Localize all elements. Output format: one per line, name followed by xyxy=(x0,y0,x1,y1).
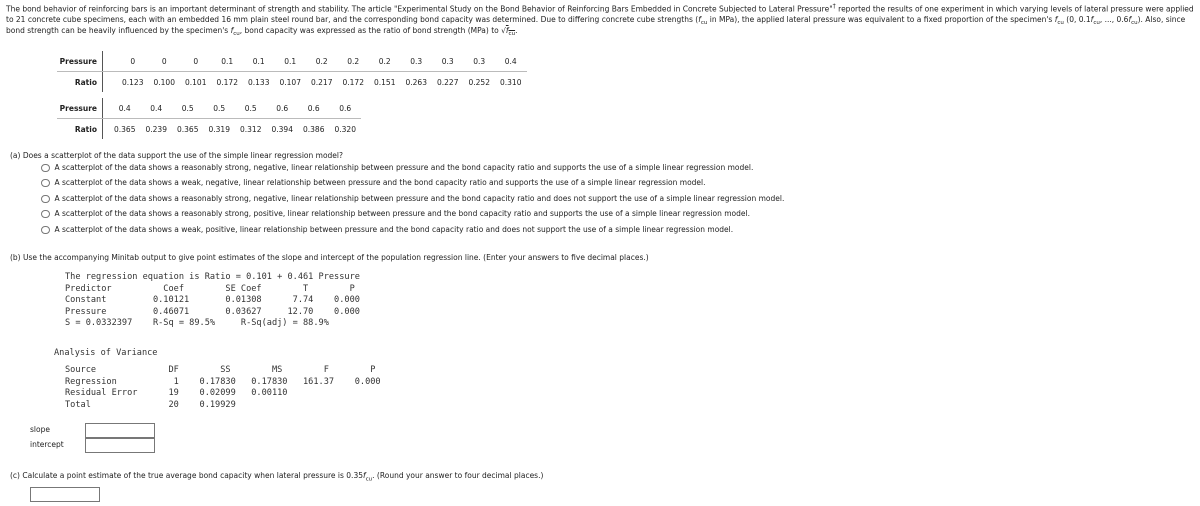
ratio-row xyxy=(57,72,527,93)
table-cell: 0.386 xyxy=(303,124,325,134)
table-cell: 0.365 xyxy=(114,124,136,134)
table-cell: 0.3 xyxy=(401,51,433,72)
ratio-header: Ratio xyxy=(57,72,103,93)
table-cell xyxy=(103,51,118,72)
part-b-question: (b) Use the accompanying Minitab output to give point estimates of the slope and intercept of the population regression line. (Enter your answers to five decimal places.) xyxy=(10,253,649,262)
table-cell: 0.4 xyxy=(141,98,173,119)
fcu-symbol: f xyxy=(1128,15,1132,24)
problem-intro xyxy=(6,2,1194,36)
table-cell: 0.1 xyxy=(212,51,244,72)
table-cell: 0.6 xyxy=(330,98,362,119)
intercept-input[interactable] xyxy=(85,438,155,453)
intro-end: . xyxy=(515,25,518,35)
table-cell: 0.172 xyxy=(342,77,364,87)
table-cell: 0.100 xyxy=(153,77,175,87)
table-cell: 0.172 xyxy=(216,77,238,87)
intro-text-7: , bond capacity was expressed as the ratio of bond strength (MPa) to xyxy=(239,25,502,35)
table-cell: 0.151 xyxy=(374,77,396,87)
radio-button[interactable] xyxy=(41,179,50,188)
option-a5[interactable] xyxy=(41,225,733,235)
data-table-2 xyxy=(57,98,361,139)
radio-button[interactable] xyxy=(41,226,50,235)
table-cell: 0.217 xyxy=(311,77,333,87)
radio-button[interactable] xyxy=(41,210,50,219)
pressure-row xyxy=(57,98,361,119)
table-cell: 0.320 xyxy=(334,124,356,134)
option-label: A scatterplot of the data shows a reasonably strong, positive, linear relationship between pressure and the bond capacity ratio and supports the use of a simple linear regression model. xyxy=(54,209,750,218)
pressure-header: Pressure xyxy=(57,98,103,119)
option-label: A scatterplot of the data shows a weak, negative, linear relationship between pressure and the bond capacity ratio and supports the use of a simple linear regression model. xyxy=(54,178,706,187)
cu-subscript: cu xyxy=(1093,20,1100,26)
sqrt-fcu xyxy=(505,25,518,37)
option-label: A scatterplot of the data shows a weak, positive, linear relationship between pressure and the bond capacity ratio and does not support the use of a simple linear regression model. xyxy=(54,225,734,234)
table-cell: 0.239 xyxy=(145,124,167,134)
intro-text-4: (0, 0.1 xyxy=(1063,15,1091,24)
intro-text-1: The bond behavior of reinforcing bars is an important determinant of strength and stability. The article "Experimental Study on the Bond Behavior of Reinforcing Bars Embedded in Concrete Subjected to Lateral Pressure" xyxy=(6,4,833,14)
table-cell xyxy=(103,72,118,93)
pressure-header: Pressure xyxy=(57,51,103,72)
table-cell: 0 xyxy=(149,51,181,72)
table-cell: 0.2 xyxy=(369,51,401,72)
table-cell: 0.5 xyxy=(204,98,236,119)
table-cell: 0.2 xyxy=(306,51,338,72)
table-cell: 0.5 xyxy=(172,98,204,119)
ratio-header: Ratio xyxy=(57,119,103,140)
slope-input[interactable] xyxy=(85,423,155,438)
table-cell: 0.312 xyxy=(240,124,262,134)
table-cell: 0.3 xyxy=(432,51,464,72)
intercept-label: intercept xyxy=(30,440,64,449)
table-cell: 0 xyxy=(180,51,212,72)
radio-button[interactable] xyxy=(41,195,50,204)
table-cell: 0.5 xyxy=(235,98,267,119)
part-c-question xyxy=(10,471,543,485)
fcu-symbol: f xyxy=(1054,15,1058,24)
table-cell: 0.123 xyxy=(122,77,144,87)
table-cell: 0.227 xyxy=(437,77,459,87)
intro-text-5: , ..., 0.6 xyxy=(1099,15,1129,24)
table-cell: 0.2 xyxy=(338,51,370,72)
option-a2[interactable] xyxy=(41,178,706,188)
table-cell: 0.4 xyxy=(495,51,527,72)
fcu-symbol: f xyxy=(363,471,366,480)
cu-subscript: cu xyxy=(1057,20,1064,26)
slope-label: slope xyxy=(30,425,50,434)
table-cell: 0.107 xyxy=(279,77,301,87)
data-table-1 xyxy=(57,51,527,92)
table-cell: 0.319 xyxy=(208,124,230,134)
point-estimate-input[interactable] xyxy=(30,487,100,502)
ratio-row xyxy=(57,119,361,140)
part-c-text-2: . (Round your answer to four decimal places.) xyxy=(372,471,544,480)
option-label: A scatterplot of the data shows a reasonably strong, negative, linear relationship between pressure and the bond capacity ratio and supports the use of a simple linear regression model. xyxy=(54,163,754,172)
table-cell: 0.310 xyxy=(500,77,522,87)
fcu-symbol: f xyxy=(230,25,234,35)
table-cell: 0.101 xyxy=(185,77,207,87)
option-a4[interactable] xyxy=(41,209,750,219)
part-a-question: (a) Does a scatterplot of the data support the use of the simple linear regression model? xyxy=(10,151,343,160)
cu-subscript: cu xyxy=(233,30,240,37)
intro-text-3: in MPa), the applied lateral pressure was equivalent to a fixed proportion of the specimen's xyxy=(707,15,1055,24)
option-a1[interactable] xyxy=(41,163,753,173)
option-label: A scatterplot of the data shows a reasonably strong, negative, linear relationship between pressure and the bond capacity ratio and does not support the use of a simple linear regression model. xyxy=(54,194,785,203)
radio-button[interactable] xyxy=(41,164,50,173)
table-cell: 0.1 xyxy=(243,51,275,72)
table-cell: 0.6 xyxy=(298,98,330,119)
table-cell: 0.133 xyxy=(248,77,270,87)
table-cell: 0.394 xyxy=(271,124,293,134)
fcu-symbol: f xyxy=(1090,15,1094,24)
minitab-anova-table: Source DF SS MS F P Regression 1 0.17830 0.17830 161.37 0.000 Residual Error 19 0.02099 0.00110 Total 20 0.19929 xyxy=(65,365,381,410)
cu-subscript: cu xyxy=(508,30,516,37)
footnote-mark: † xyxy=(832,3,836,10)
sqrt-symbol: √ xyxy=(501,25,506,35)
table-cell: 0.263 xyxy=(405,77,427,87)
table-cell: 0.3 xyxy=(464,51,496,72)
fcu-symbol: f xyxy=(505,25,509,35)
minitab-regression-output: The regression equation is Ratio = 0.101 + 0.461 Pressure Predictor Coef SE Coef T P Constant 0.10121 0.01308 7.74 0.000 Pressure 0.46071 0.03627 12.70 0.000 S = 0.0332397 R-Sq = 89.5% R-Sq(adj) = 88.9% xyxy=(65,272,360,329)
intro-text-2: reported the results of one experiment in which varying levels of lateral pressure were applied to 21 concrete cube specimens, each with an embedded 16 mm plain steel round bar, and the corresponding bond capacity was determined. Due to differing concrete cube strengths ( xyxy=(6,4,1194,24)
cu-subscript: cu xyxy=(365,476,373,483)
table-cell: 0 xyxy=(117,51,149,72)
anova-title: Analysis of Variance xyxy=(54,348,158,358)
pressure-row xyxy=(57,51,527,72)
table-cell: 0.4 xyxy=(109,98,141,119)
cu-subscript: cu xyxy=(1131,20,1138,26)
table-cell: 0.1 xyxy=(275,51,307,72)
option-a3[interactable] xyxy=(41,194,784,204)
table-cell: 0.6 xyxy=(267,98,299,119)
fcu-symbol: f xyxy=(698,15,701,24)
intro-text-6: ). Also, since bond strength can be heavily influenced by the specimen's xyxy=(6,15,1186,35)
table-cell: 0.252 xyxy=(468,77,490,87)
part-c-text-1: (c) Calculate a point estimate of the true average bond capacity when lateral pressure is 0.35 xyxy=(10,471,363,480)
table-cell: 0.365 xyxy=(177,124,199,134)
cu-subscript: cu xyxy=(700,20,708,26)
